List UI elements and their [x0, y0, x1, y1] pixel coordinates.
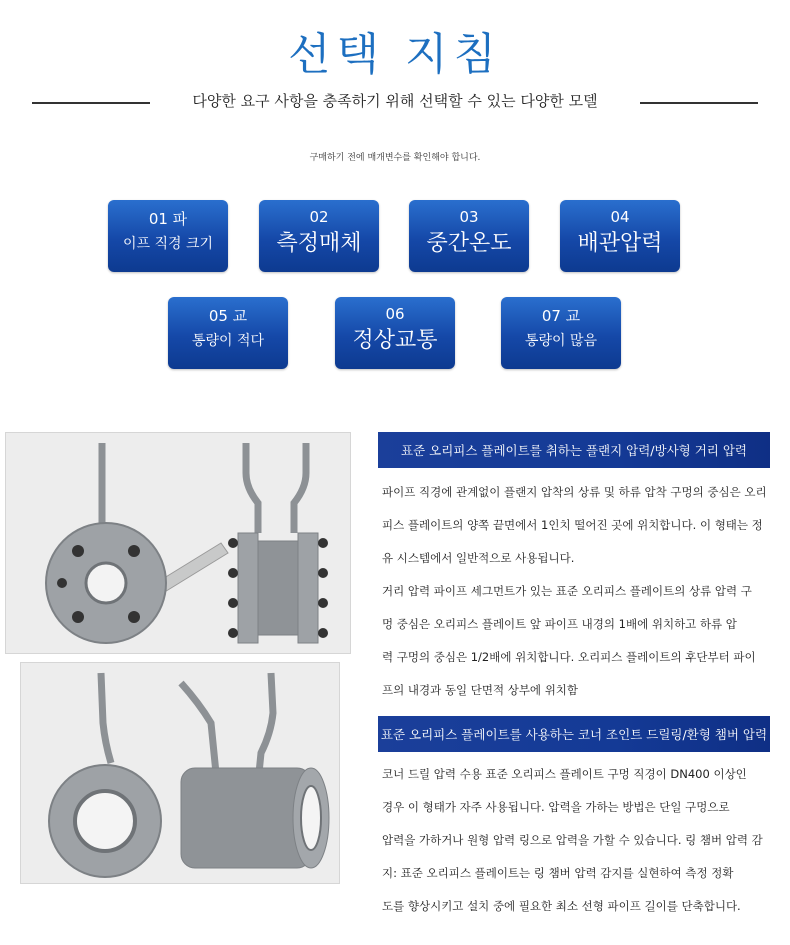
- option-medium[interactable]: [259, 200, 379, 272]
- section2-line: 지: 표준 오리피스 플레이트는 링 챔버 압력 감지를 실현하여 측정 정확: [382, 866, 734, 880]
- subtitle-row: [0, 90, 790, 114]
- divider-right: [640, 102, 758, 104]
- section1-line: 프의 내경과 동일 단면적 상부에 위치함: [382, 683, 579, 697]
- section1-heading: 표준 오리피스 플레이트를 취하는 플랜지 압력/방사형 거리 압력: [378, 432, 770, 468]
- option-low-flow[interactable]: [168, 297, 288, 369]
- option-label: 통량이 적다: [191, 333, 265, 349]
- option-pipe-diameter[interactable]: [108, 200, 228, 272]
- section1-line: 피스 플레이트의 양쪽 끝면에서 1인치 떨어진 곳에 위치합니다. 이 형태는 정: [382, 518, 763, 532]
- option-label: 배관압력: [577, 231, 663, 256]
- section2-line: 경우 이 형태가 자주 사용됩니다. 압력을 가하는 방법은 단일 구멍으로: [382, 800, 730, 814]
- product-photo-flange-tap: [5, 432, 351, 654]
- section1-body: [382, 476, 774, 707]
- purchase-note: 구매하기 전에 매개변수를 확인해야 합니다.: [309, 153, 481, 163]
- option-number: 01 파: [148, 210, 188, 228]
- option-pressure[interactable]: [560, 200, 680, 272]
- option-number: 07 교: [541, 307, 581, 325]
- section2-line: 압력을 가하거나 원형 압력 링으로 압력을 가할 수 있습니다. 링 챔버 압력 감: [382, 833, 763, 847]
- section1-line: 유 시스템에서 일반적으로 사용됩니다.: [382, 551, 575, 565]
- subtitle: 다양한 요구 사항을 충족하기 위해 선택할 수 있는 다양한 모델: [192, 92, 598, 110]
- section1-line: 파이프 직경에 관계없이 플랜지 압착의 상류 및 하류 압착 구멍의 중심은 오리: [382, 485, 767, 499]
- option-normal-flow[interactable]: [335, 297, 455, 369]
- section1-line: 거리 압력 파이프 세그먼트가 있는 표준 오리피스 플레이트의 상류 압력 구: [382, 584, 752, 598]
- option-number: 06: [385, 305, 405, 323]
- page-title: 선택 지침: [287, 29, 502, 80]
- divider-left: [32, 102, 150, 104]
- section2-line: 코너 드릴 압력 수용 표준 오리피스 플레이트 구멍 직경이 DN400 이상인: [382, 767, 747, 781]
- option-label: 측정매체: [276, 231, 362, 256]
- option-label: 중간온도: [426, 231, 512, 256]
- section2-line: 도를 향상시키고 설치 중에 필요한 최소 선형 파이프 길이를 단축합니다.: [382, 899, 741, 913]
- section2-body: [382, 758, 774, 923]
- option-number: 04: [610, 208, 630, 226]
- option-number: 05 교: [208, 307, 248, 325]
- section1-line: 력 구멍의 중심은 1/2배에 위치합니다. 오리피스 플레이트의 후단부터 파이: [382, 650, 756, 664]
- option-number: 03: [459, 208, 479, 226]
- option-label: 통량이 많음: [524, 333, 598, 349]
- option-label: 정상교통: [352, 328, 438, 353]
- section2-heading: 표준 오리피스 플레이트를 사용하는 코너 조인트 드릴링/환형 챔버 압력: [378, 716, 770, 752]
- option-label: 이프 직경 크기: [122, 236, 214, 252]
- product-photo-corner-tap: [20, 662, 340, 884]
- option-temperature[interactable]: [409, 200, 529, 272]
- option-number: 02: [309, 208, 329, 226]
- section1-line: 멍 중심은 오리피스 플레이트 앞 파이프 내경의 1배에 위치하고 하류 압: [382, 617, 737, 631]
- option-high-flow[interactable]: [501, 297, 621, 369]
- corner-tap-illustration: [21, 663, 339, 883]
- flange-orifice-illustration: [6, 433, 350, 653]
